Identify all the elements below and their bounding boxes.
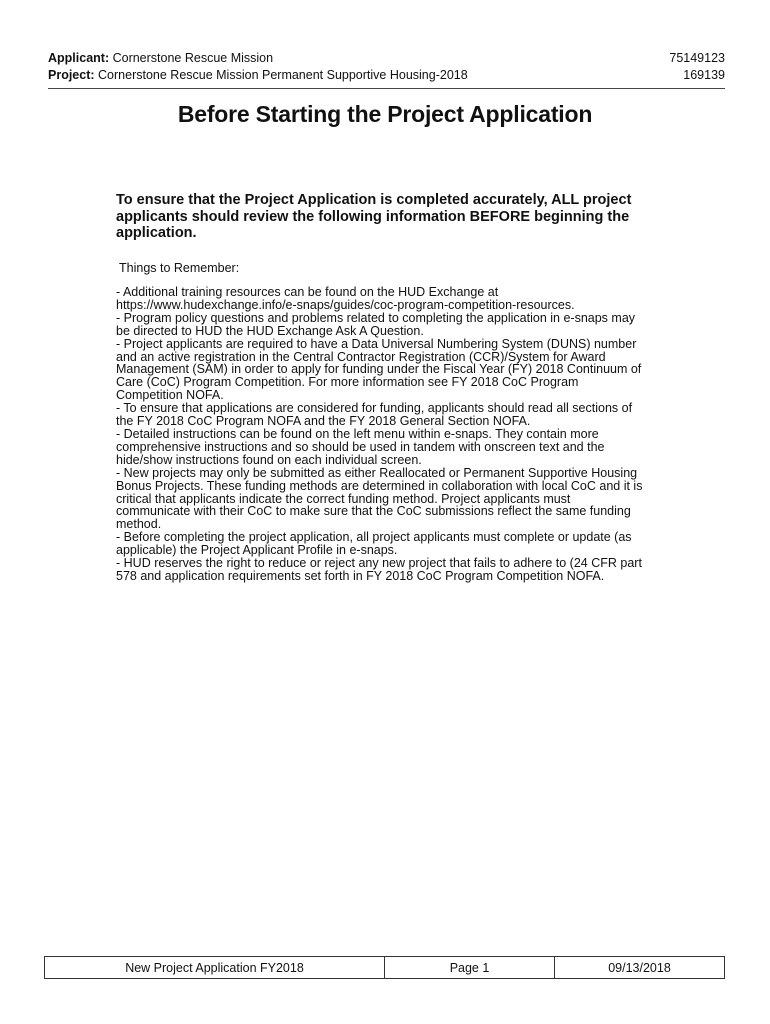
reminder-line: applicable) the Project Applicant Profile in e-snaps. xyxy=(116,543,398,558)
applicant-name: Cornerstone Rescue Mission xyxy=(112,51,274,65)
reminder-line: hide/show instructions found on each individual screen. xyxy=(116,452,422,467)
footer-row xyxy=(45,957,725,979)
reminder-line: - Program policy questions and problems related to completing the application in e-snaps may xyxy=(116,310,636,325)
footer-doc-name: New Project Application FY2018 xyxy=(45,957,385,979)
applicant-info xyxy=(48,50,273,67)
page-footer xyxy=(44,956,725,979)
reminder-line: 578 and application requirements set forth in FY 2018 CoC Program Competition NOFA. xyxy=(116,568,605,583)
project-name: Cornerstone Rescue Mission Permanent Supportive Housing-2018 xyxy=(98,68,468,82)
reminder-line: - Project applicants are required to have a Data Universal Numbering System (DUNS) number xyxy=(116,336,637,351)
reminder-line: the FY 2018 CoC Program NOFA and the FY 2018 General Section NOFA. xyxy=(116,414,531,429)
reminder-line: communicate with their CoC to make sure that the CoC submissions reflect the same funding xyxy=(116,504,631,519)
project-id: 169139 xyxy=(683,68,725,82)
reminders-list xyxy=(116,286,658,583)
page-title: Before Starting the Project Application xyxy=(177,101,593,127)
reminder-line: - Detailed instructions can be found on the left menu within e-snaps. They contain more xyxy=(116,426,599,441)
reminders-heading: Things to Remember: xyxy=(119,261,240,275)
reminder-line: - Additional training resources can be found on the HUD Exchange at xyxy=(116,285,499,299)
applicant-row xyxy=(48,50,725,67)
reminder-line: Management (SAM) in order to apply for funding under the Fiscal Year (FY) 2018 Continuum of xyxy=(116,362,642,377)
project-label: Project: xyxy=(48,68,95,82)
reminder-line: be directed to HUD the HUD Exchange Ask A Question. xyxy=(116,323,424,338)
applicant-id: 75149123 xyxy=(669,51,725,65)
reminder-line: critical that applicants indicate the correct funding method. Project applicants must xyxy=(116,491,571,506)
project-row xyxy=(48,67,725,84)
project-info xyxy=(48,67,468,84)
footer-date: 09/13/2018 xyxy=(555,957,725,979)
intro-paragraph: To ensure that the Project Application is completed accurately, ALL project applicants should review the following information BEFORE beginning the application. xyxy=(116,192,632,241)
page-header xyxy=(48,50,725,89)
reminder-line: - New projects may only be submitted as either Reallocated or Permanent Supportive Housing xyxy=(116,465,638,480)
reminder-line: Bonus Projects. These funding methods are determined in collaboration with local CoC and it is xyxy=(116,478,643,493)
reminder-line: - To ensure that applications are considered for funding, applicants should read all sections of xyxy=(116,401,633,416)
reminder-line: Care (CoC) Program Competition. For more information see FY 2018 CoC Program xyxy=(116,375,579,390)
reminder-line: Competition NOFA. xyxy=(116,388,224,403)
reminder-line: comprehensive instructions and so should be used in tandem with onscreen text and the xyxy=(116,439,605,454)
reminder-line: - Before completing the project application, all project applicants must complete or update (as xyxy=(116,530,632,545)
reminder-line: and an active registration in the Central Contractor Registration (CCR)/System for Award xyxy=(116,349,606,364)
reminder-line: - HUD reserves the right to reduce or reject any new project that fails to adhere to (24 CFR part xyxy=(116,556,642,571)
reminder-line: method. xyxy=(116,517,162,532)
applicant-label: Applicant: xyxy=(48,51,110,65)
reminder-line: https://www.hudexchange.info/e-snaps/guides/coc-program-competition-resources. xyxy=(116,297,575,312)
footer-page-number: Page 1 xyxy=(385,957,555,979)
